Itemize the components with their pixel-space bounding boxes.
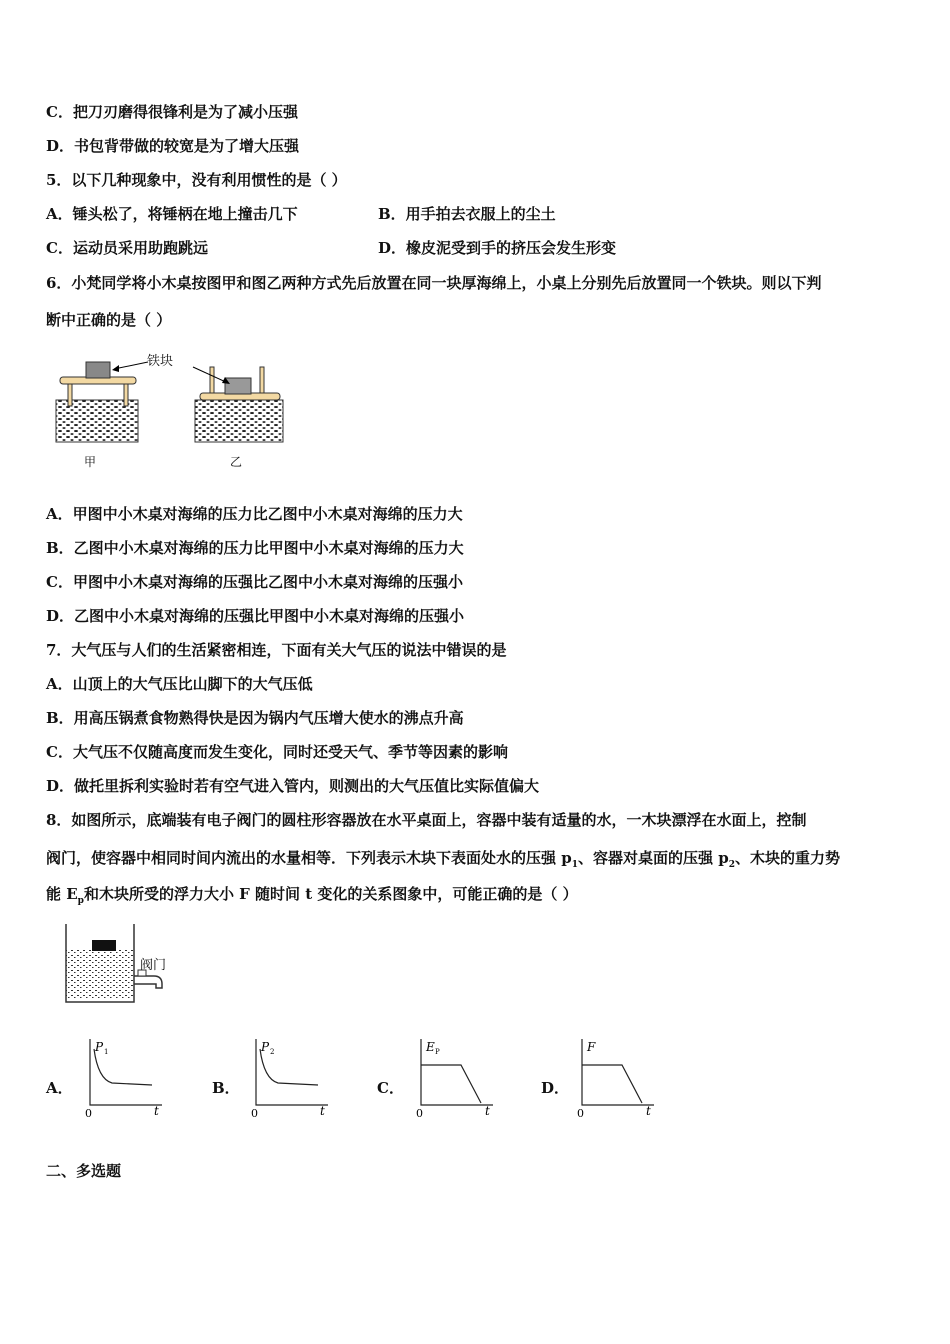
q8-graph-option-label: D． <box>541 1079 570 1097</box>
graph-curve <box>421 1065 481 1103</box>
water <box>66 948 134 1000</box>
wood-block <box>92 940 116 951</box>
iron-block-jia <box>86 362 110 378</box>
q8-graph-option-label: A． <box>46 1079 73 1097</box>
arrow-to-jia <box>114 362 148 369</box>
q5-option-c: C．运动员采用助跑跳远 <box>46 239 208 257</box>
q5-option-b: B．用手拍去衣服上的尘土 <box>378 205 556 223</box>
graph-origin: 0 <box>416 1107 423 1120</box>
iron-block-label: 铁块 <box>147 354 174 369</box>
q7-option-d: D．做托里拆利实验时若有空气进入管内，则测出的大气压值比实际值偏大 <box>46 777 540 795</box>
q8-stem-line2: 阀门，使容器中相同时间内流出的水量相等．下列表示木块下表面处水的压强 $p_1$、容器对桌面的压强 $p_2$、木块的重力势 <box>46 849 840 870</box>
q8-graph-option-label: B． <box>212 1079 240 1097</box>
graph-curve <box>260 1049 318 1085</box>
q8-container-figure <box>58 918 188 1010</box>
graph-x-label: t <box>485 1104 490 1118</box>
sponge-yi <box>195 400 283 442</box>
valve-label: 阀门 <box>140 958 167 973</box>
figure-label-yi: 乙 <box>230 455 243 469</box>
graph-curve <box>94 1049 152 1085</box>
q7-stem: 7．大气压与人们的生活紧密相连，下面有关大气压的说法中错误的是 <box>46 641 507 659</box>
graph-curve <box>582 1065 642 1103</box>
graph-x-label: t <box>646 1104 651 1118</box>
graph-y-label: P <box>261 1040 270 1054</box>
graph-y-label: E <box>426 1040 435 1054</box>
q8-graph <box>248 1035 336 1121</box>
q6-option-d: D．乙图中小木桌对海绵的压强比甲图中小木桌对海绵的压强小 <box>46 607 465 625</box>
q8-graph <box>413 1035 501 1121</box>
section-title: 二、多选题 <box>46 1162 122 1180</box>
q6-option-c: C．甲图中小木桌对海绵的压强比乙图中小木桌对海绵的压强小 <box>46 573 463 591</box>
q8-graph-option-label: C． <box>377 1079 404 1097</box>
q6-stem-line1: 6．小梵同学将小木桌按图甲和图乙两种方式先后放置在同一块厚海绵上，小桌上分别先后放置同一个铁块。则以下判 <box>46 274 822 292</box>
q5-option-d: D．橡皮泥受到手的挤压会发生形变 <box>378 239 617 257</box>
graph-origin: 0 <box>85 1107 92 1120</box>
q8-stem-line3: 能 $E_p$和木块所受的浮力大小 F 随时间 t 变化的关系图象中，可能正确的是（ ） <box>46 885 578 906</box>
valve-pipe <box>134 976 162 988</box>
graph-y-sub: 1 <box>104 1048 109 1056</box>
graph-y-sub: P <box>435 1048 440 1056</box>
graph-x-label: t <box>154 1104 159 1118</box>
graph-origin: 0 <box>577 1107 584 1120</box>
graph-y-label: P <box>95 1040 104 1054</box>
q7-option-c: C．大气压不仅随高度而发生变化，同时还受天气、季节等因素的影响 <box>46 743 508 761</box>
q4-option-c: C．把刀刃磨得很锋利是为了减小压强 <box>46 103 298 121</box>
q7-option-b: B．用高压锅煮食物熟得快是因为锅内气压增大使水的沸点升高 <box>46 709 464 727</box>
graph-y-sub: 2 <box>270 1048 275 1056</box>
q6-option-b: B．乙图中小木桌对海绵的压力比甲图中小木桌对海绵的压力大 <box>46 539 464 557</box>
q6-stem-line2: 断中正确的是（ ） <box>46 311 172 329</box>
q5-option-a: A．锤头松了，将锤柄在地上撞击几下 <box>46 205 298 223</box>
q4-option-d: D．书包背带做的较宽是为了增大压强 <box>46 137 300 155</box>
q5-stem: 5．以下几种现象中，没有利用惯性的是（ ） <box>46 171 347 189</box>
q8-stem-line1: 8．如图所示，底端装有电子阀门的圆柱形容器放在水平桌面上，容器中装有适量的水，一木块漂浮在水面上，控制 <box>46 811 807 829</box>
q6-option-a: A．甲图中小木桌对海绵的压力比乙图中小木桌对海绵的压力大 <box>46 505 463 523</box>
q8-graph <box>574 1035 662 1121</box>
graph-y-label: F <box>587 1040 596 1054</box>
graph-origin: 0 <box>251 1107 258 1120</box>
iron-block-yi <box>225 378 251 394</box>
q8-graph <box>82 1035 170 1121</box>
graph-x-label: t <box>320 1104 325 1118</box>
q7-option-a: A．山顶上的大气压比山脚下的大气压低 <box>46 675 313 693</box>
figure-label-jia: 甲 <box>84 455 97 469</box>
